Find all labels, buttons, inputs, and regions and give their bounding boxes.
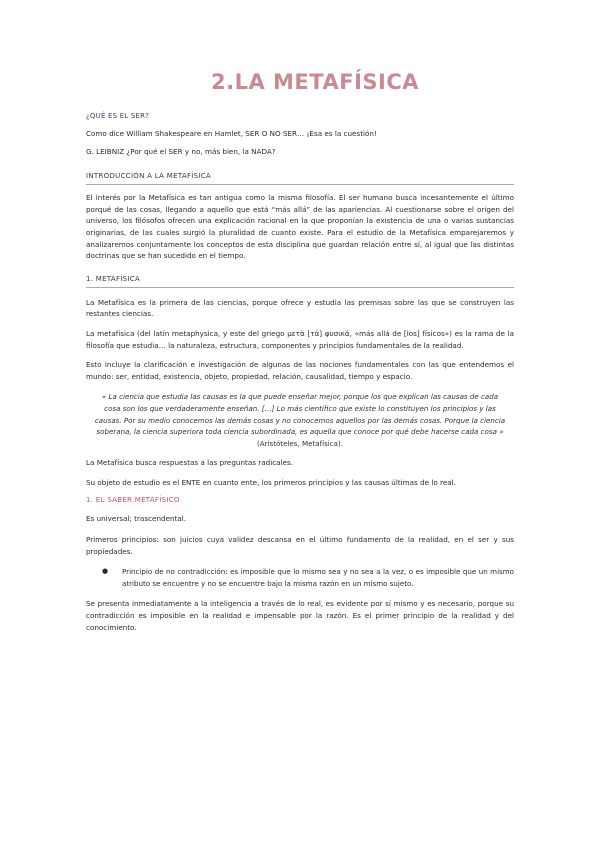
leibniz-line: G. LEIBNIZ ¿Por qué el SER y no, más bien, la NADA? [86,146,276,156]
quote-source: (Aristóteles, Metafísica). [256,438,344,448]
subsection-paragraph-2: Primeros principios: son juicios cuya validez descansa en el último fundamento de la realidad, en el ser y sus propiedades. [86,535,514,556]
bullet-text: Principio de no contradicción: es imposible que lo mismo sea y no sea a la vez, o es imposible que un mismo atributo se encuentre y no se encuentre bajo la misma razón en un mismo sujeto. [122,567,514,588]
section-1-after-1: La Metafísica busca respuestas a las preguntas radicales. [86,458,294,468]
document-page [86,0,514,633]
subsection-heading: 1. EL SABER METAFÍSICO [86,496,180,505]
aristotle-quote [86,391,514,449]
intro-paragraph: El interés por la Metafísica es tan antigua como la misma filosofía. El ser humano busca incesantemente el último porqué de las cosas, llegando a aquello que está “más allá” de las apariencias. Al cuestionarse sobre el origen del universo, los filósofos ofrecen una explicación racional en la que proponían la existencia de una o varias sustancias originarias, de las cuales surgió la pluralidad de cuanto existe. Para el estudio de la Metafísica emparejaremos y analizaremos conjuntamente los conceptos de esta disciplina que guardan relación entre sí, al igual que las distintas doctrinas que se han sucedido en el tiempo. [86,193,514,261]
subsection-paragraph-1: Es universal; trascendental. [86,514,187,524]
question-heading: ¿QUÉ ES EL SER? [86,112,150,120]
page-title: 2.LA METAFÍSICA [211,70,419,94]
final-paragraph: Se presenta inmediatamente a la inteligencia a través de lo real, es evidente por sí mismo y es necesario, porque su contradicción es imposible en la realidad e impensable por la razón. Es el primer principio de la realidad y del conocimiento. [86,599,514,632]
section-1-paragraph-2: La metafísica (del latín metaphysica, y este del griego μετὰ [τὰ] φυσικά, «más allá de [los] físicos») es la rama de la filosofía que estudia… la naturaleza, estructura, componentes y principios fundamentales de la realidad. [86,328,514,350]
section-1-paragraph-3: Esto incluye la clarificación e investigación de algunas de las nociones fundamentales con las que entendemos el mundo: ser, entidad, existencia, objeto, propiedad, relación, causalidad, tiempo y espacio. [86,360,514,381]
section-1-after-2: Su objeto de estudio es el ENTE en cuanto ente, los primeros principios y las causas últimas de lo real. [86,477,456,487]
section-1-heading: 1. METAFÍSICA [86,275,514,288]
shakespeare-line: Como dice William Shakespeare en Hamlet, SER O NO SER… ¡Esa es la cuestión! [86,129,377,138]
intro-heading: INTRODUCCIÓN A LA METAFÍSICA [86,172,514,185]
bullet-dot-icon: ● [102,567,109,576]
bullet-item [86,566,514,589]
section-1-paragraph-1: La Metafísica es la primera de las ciencias, porque ofrece y estudia las premisas sobre las que se construyen las restantes ciencias. [86,297,514,319]
quote-text: « La ciencia que estudia las causas es la que puede enseñar mejor, porque los que explican las causas de cada cosa son los que verdaderamente enseñan. […] Lo más científico que existe lo constituyen los principios y las causas. Por su medio conocemos las demás cosas y no conocemos aquellos por las demás cosas. Porque la ciencia soberana, la ciencia superiora toda ciencia subordinada, es aquella que conoce por qué debe hacerse cada cosa » [94,392,506,437]
